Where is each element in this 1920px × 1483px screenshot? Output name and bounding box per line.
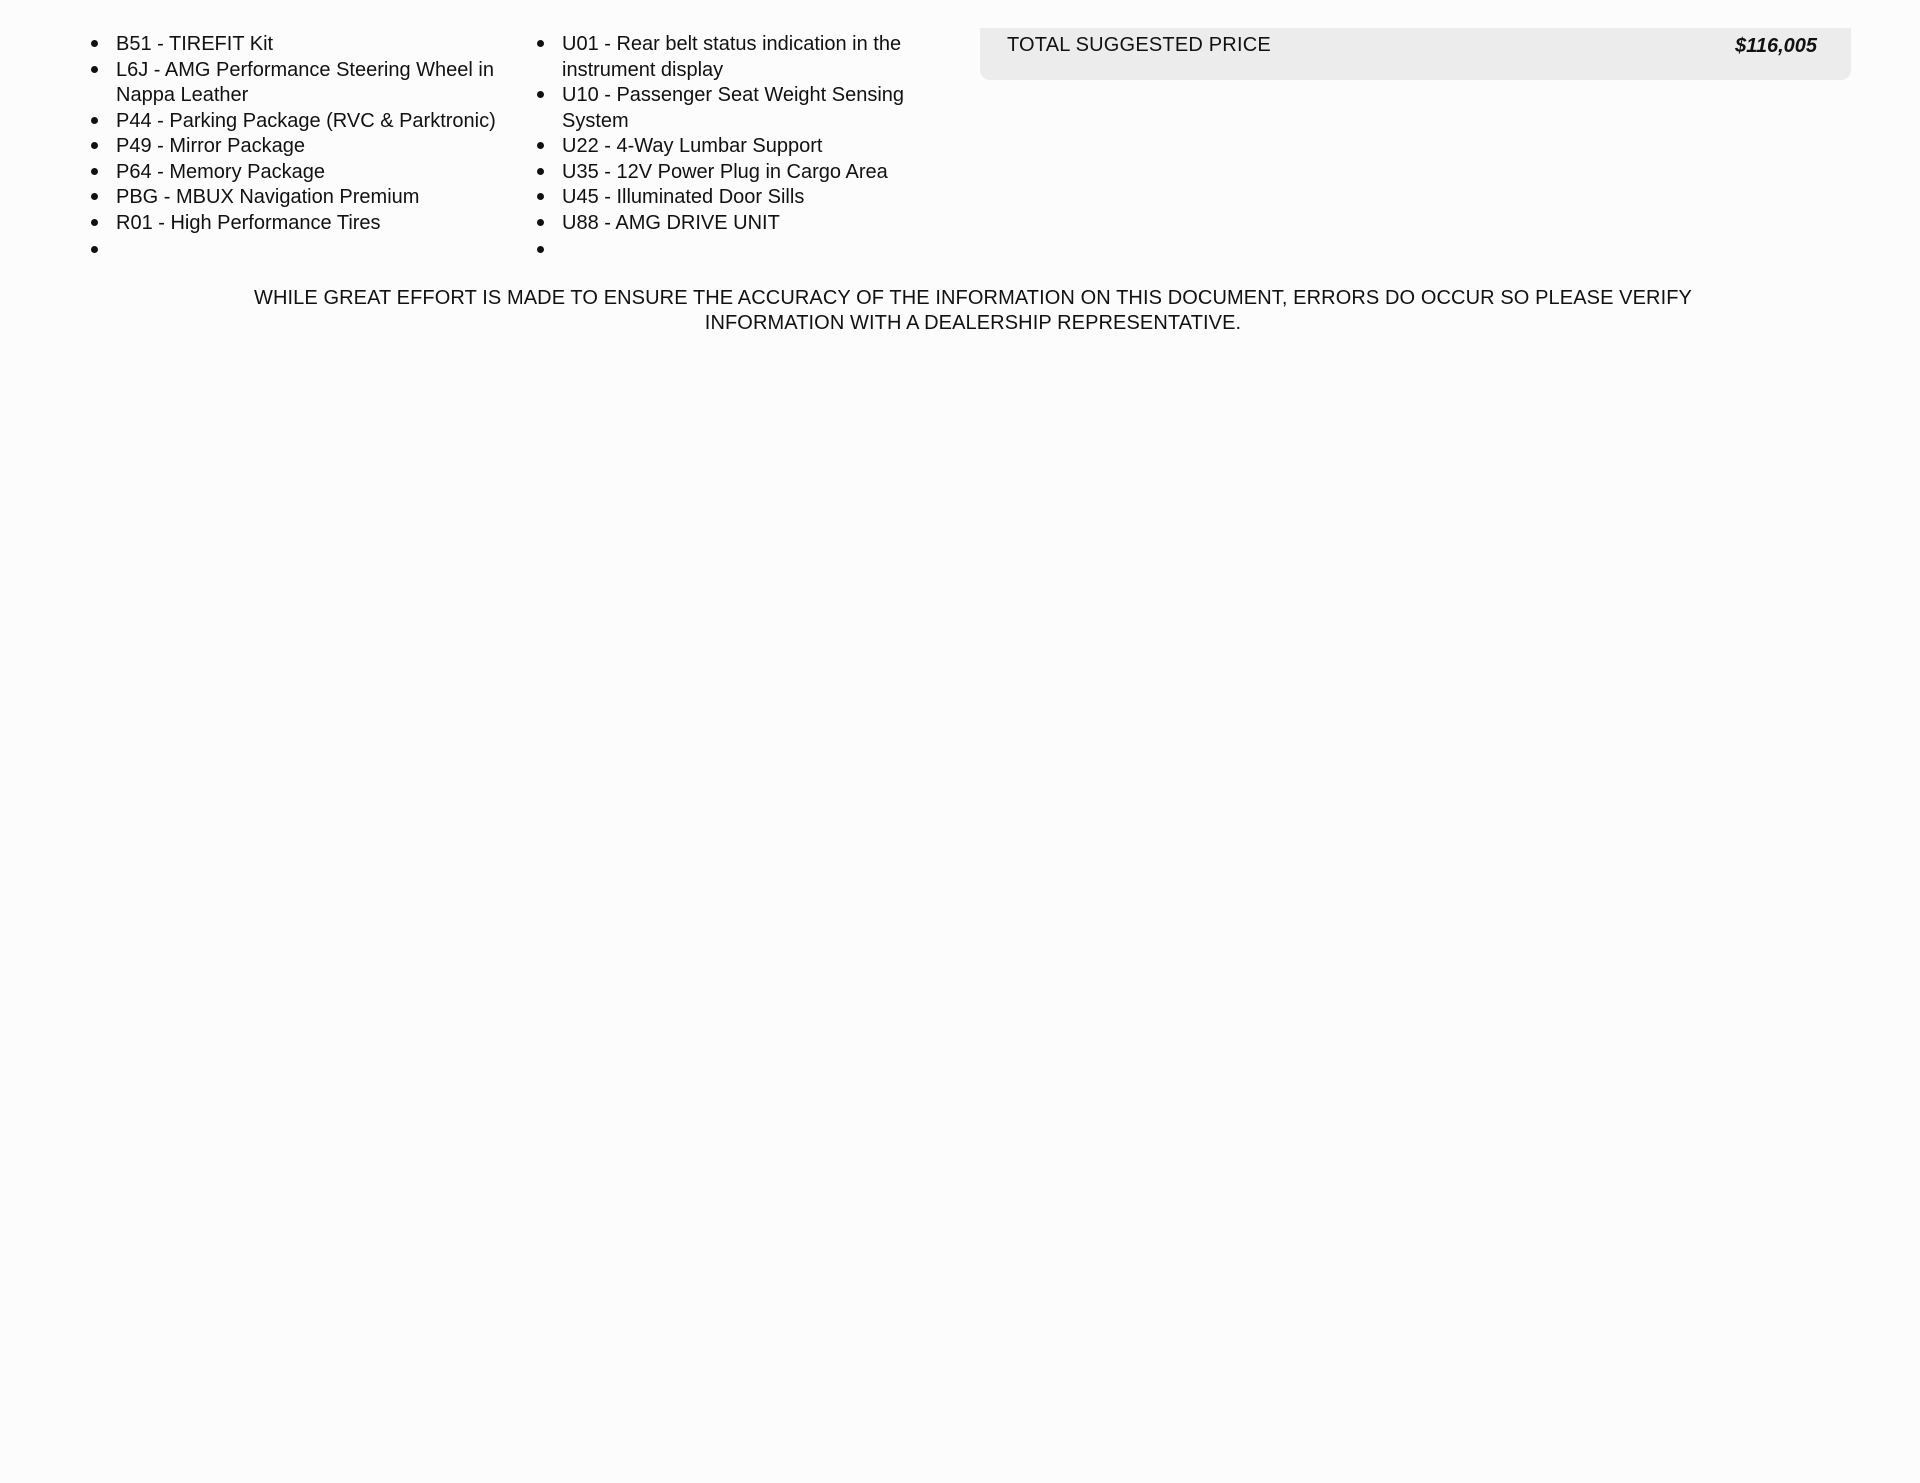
list-item <box>116 134 516 160</box>
options-list-left <box>116 32 516 256</box>
option-text: U10 - Passenger Seat Weight Sensing System <box>562 84 905 132</box>
bullet-icon <box>91 219 98 226</box>
option-text: U45 - Illuminated Door Sills <box>562 186 805 208</box>
list-item <box>116 109 516 135</box>
bullet-icon <box>537 91 544 98</box>
bullet-icon <box>537 219 544 226</box>
option-text: U01 - Rear belt status indication in the instrument display <box>562 33 902 81</box>
list-item <box>562 160 937 186</box>
bullet-icon <box>537 193 544 200</box>
bullet-icon <box>91 66 98 73</box>
disclaimer <box>200 286 1746 336</box>
list-item-empty <box>562 236 937 256</box>
option-text: U88 - AMG DRIVE UNIT <box>562 211 780 234</box>
list-item <box>116 58 516 109</box>
bullet-icon <box>91 142 98 149</box>
list-item <box>116 185 516 211</box>
list-item <box>562 211 937 237</box>
option-text: L6J - AMG Performance Steering Wheel in Nappa Leather <box>116 58 494 106</box>
total-price-value: $116,005 <box>1735 35 1817 57</box>
bullet-icon <box>91 117 98 124</box>
list-item <box>116 160 516 186</box>
list-item-empty <box>116 236 516 256</box>
list-item <box>562 83 937 134</box>
bullet-icon <box>91 193 98 200</box>
list-item <box>562 32 937 83</box>
list-item <box>116 211 516 237</box>
bullet-icon <box>91 168 98 175</box>
option-text: R01 - High Performance Tires <box>116 211 381 234</box>
list-item <box>116 32 516 58</box>
bullet-icon <box>537 142 544 149</box>
disclaimer-line-2: INFORMATION WITH A DEALERSHIP REPRESENTATIVE. <box>704 312 1242 334</box>
bullet-icon <box>91 246 98 253</box>
option-text: P44 - Parking Package (RVC & Parktronic) <box>116 109 496 132</box>
list-item <box>562 134 937 160</box>
option-text: PBG - MBUX Navigation Premium <box>116 186 420 208</box>
option-text: U35 - 12V Power Plug in Cargo Area <box>562 160 888 183</box>
bullet-icon <box>537 168 544 175</box>
bullet-icon <box>537 40 544 47</box>
option-text: P64 - Memory Package <box>116 160 325 183</box>
disclaimer-line-1: WHILE GREAT EFFORT IS MADE TO ENSURE THE ACCURACY OF THE INFORMATION ON THIS DOCUMENT, ERRORS DO OCCUR SO PLEASE VERIFY <box>253 287 1693 309</box>
option-text: U22 - 4-Way Lumbar Support <box>562 135 823 157</box>
options-list-right <box>562 32 937 256</box>
total-price-box <box>980 28 1851 80</box>
total-price-label: TOTAL SUGGESTED PRICE <box>1007 34 1271 56</box>
list-item <box>562 185 937 211</box>
bullet-icon <box>91 40 98 47</box>
option-text: B51 - TIREFIT Kit <box>116 33 274 55</box>
option-text: P49 - Mirror Package <box>116 135 305 157</box>
bullet-icon <box>537 246 544 253</box>
